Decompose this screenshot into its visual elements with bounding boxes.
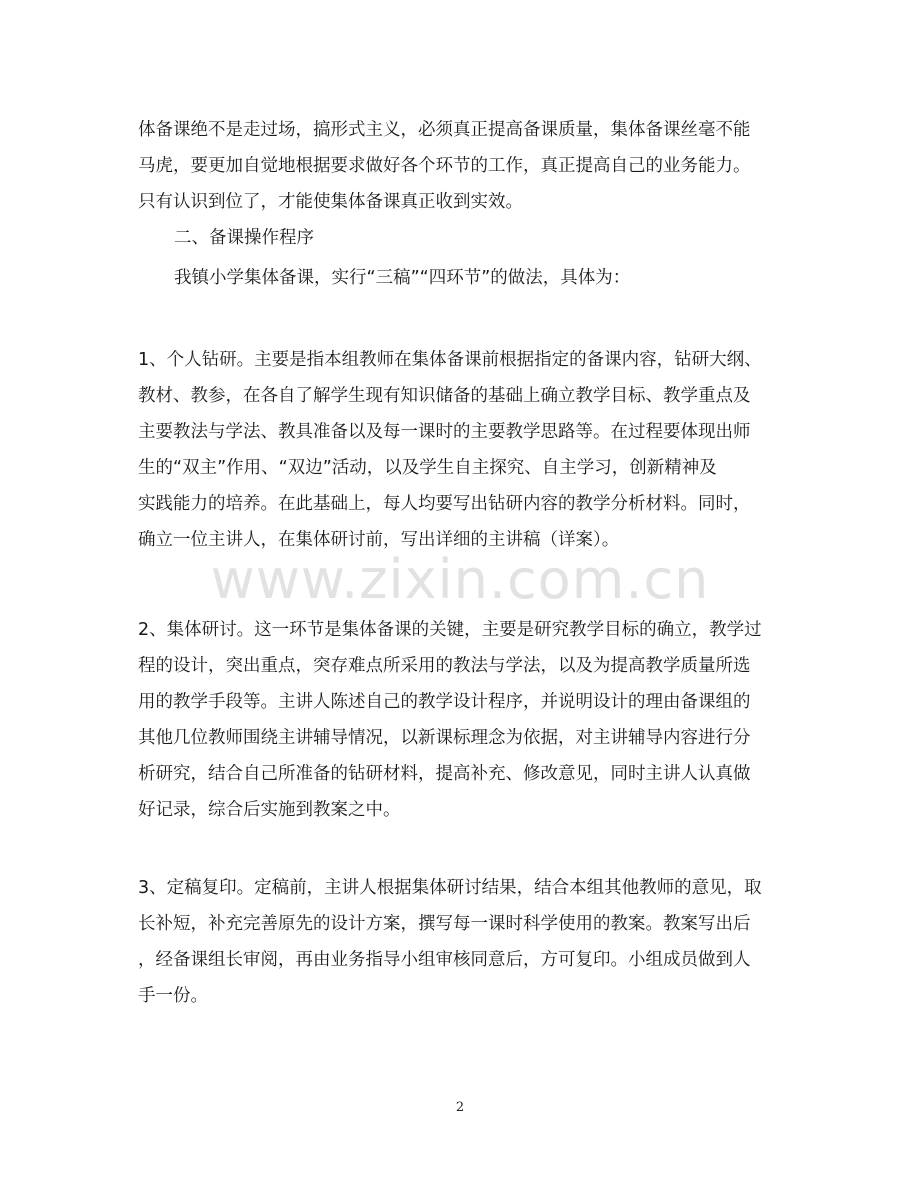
step2-line-4: 其他几位教师围绕主讲辅导情况，以新课标理念为依据，对主讲辅导内容进行分	[138, 728, 751, 748]
step3-line-4: 手一份。	[138, 986, 208, 1006]
step2-paragraph	[138, 612, 782, 828]
step1-line-3: 主要教法与学法、教具准备以及每一课时的主要教学思路等。在过程要体现出师	[138, 422, 751, 442]
step2-line-5: 析研究，结合自己所准备的钻研材料，提高补充、修改意见，同时主讲人认真做	[138, 764, 751, 784]
section-intro-text: 我镇小学集体备课，实行“三稿”“四环节”的做法，具体为：	[174, 268, 631, 288]
watermark-text: www.zixin.com.cn	[210, 548, 710, 611]
intro-line-2: 马虎，要更加自觉地根据要求做好各个环节的工作，真正提高自己的业务能力。	[138, 156, 751, 176]
section-heading-text: 二、备课操作程序	[174, 228, 314, 248]
step1-paragraph	[138, 342, 782, 558]
intro-line-3: 只有认识到位了，才能使集体备课真正收到实效。	[138, 192, 523, 212]
step3-line-3: ，经备课组长审阅，再由业务指导小组审核同意后，方可复印。小组成员做到人	[138, 950, 751, 970]
section-heading	[174, 220, 818, 256]
step1-line-6: 确立一位主讲人，在集体研讨前，写出详细的主讲稿（详案）。	[138, 530, 620, 550]
intro-line-1: 体备课绝不是走过场，搞形式主义，必须真正提高备课质量，集体备课丝毫不能	[138, 120, 751, 140]
step1-line-2: 教材、教参，在各自了解学生现有知识储备的基础上确立教学目标、教学重点及	[138, 386, 751, 406]
step1-line-4: 生的“双主”作用、“双边”活动，以及学生自主探究、自主学习，创新精神及	[138, 458, 717, 478]
step2-line-1: 2、集体研讨。这一环节是集体备课的关键，主要是研究教学目标的确立，教学过	[138, 620, 762, 640]
intro-paragraph	[138, 112, 782, 220]
page-number: 2	[455, 1100, 465, 1115]
step2-line-6: 好记录，综合后实施到教案之中。	[138, 800, 401, 820]
step1-line-5: 实践能力的培养。在此基础上，每人均要写出钻研内容的教学分析材料。同时，	[138, 494, 751, 514]
section-intro	[174, 260, 818, 296]
step2-line-3: 用的教学手段等。主讲人陈述自己的教学设计程序，并说明设计的理由备课组的	[138, 692, 751, 712]
step2-line-2: 程的设计，突出重点，突存难点所采用的教法与学法，以及为提高教学质量所选	[138, 656, 751, 676]
step3-paragraph	[138, 870, 782, 1014]
step3-line-1: 3、定稿复印。定稿前，主讲人根据集体研讨结果，结合本组其他教师的意见，取	[138, 878, 762, 898]
step3-line-2: 长补短，补充完善原先的设计方案，撰写每一课时科学使用的教案。教案写出后	[138, 914, 751, 934]
step1-line-1: 1、个人钻研。主要是指本组教师在集体备课前根据指定的备课内容，钻研大纲、	[138, 350, 762, 370]
